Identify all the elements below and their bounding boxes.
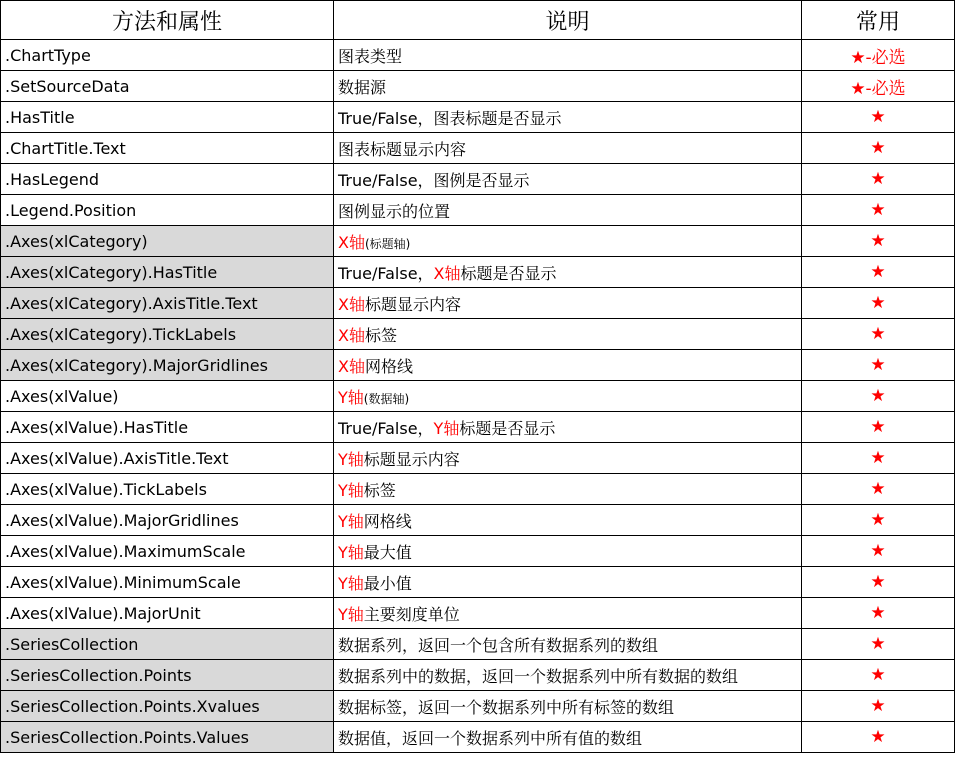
star-icon: ★ xyxy=(802,257,955,288)
table-row xyxy=(1,629,955,660)
star-icon: ★ xyxy=(802,567,955,598)
star-icon: ★ xyxy=(802,629,955,660)
description-text: 标题是否显示 xyxy=(459,418,556,438)
description-prefix: True/False， xyxy=(338,108,434,128)
axis-label: Y轴 xyxy=(433,418,460,438)
description-cell xyxy=(334,226,802,257)
method-cell: .HasTitle xyxy=(1,102,334,133)
axis-label: X轴 xyxy=(338,325,365,345)
axis-label: X轴 xyxy=(338,232,365,252)
axis-label: Y轴 xyxy=(338,449,364,469)
description-cell xyxy=(334,598,802,629)
description-cell xyxy=(334,71,802,102)
method-cell: .Axes(xlCategory).MajorGridlines xyxy=(1,350,334,381)
method-cell: .Axes(xlValue).MinimumScale xyxy=(1,567,334,598)
star-icon: ★ xyxy=(802,164,955,195)
table-row xyxy=(1,412,955,443)
axis-label: X轴 xyxy=(338,356,365,376)
table-row xyxy=(1,443,955,474)
header-row xyxy=(1,1,955,40)
method-cell: .Axes(xlValue).TickLabels xyxy=(1,474,334,505)
description-text: 图表类型 xyxy=(338,46,403,66)
method-cell: .Axes(xlValue).AxisTitle.Text xyxy=(1,443,334,474)
star-icon: ★ xyxy=(802,505,955,536)
star-icon: ★ xyxy=(802,133,955,164)
star-icon: ★ xyxy=(802,412,955,443)
method-cell: .Axes(xlCategory).AxisTitle.Text xyxy=(1,288,334,319)
star-icon: ★ xyxy=(802,722,955,753)
description-text: 主要刻度单位 xyxy=(363,604,460,624)
star-icon: ★ xyxy=(802,691,955,722)
method-cell: .SeriesCollection.Points.Xvalues xyxy=(1,691,334,722)
axis-label: Y轴 xyxy=(338,542,364,562)
description-cell xyxy=(334,474,802,505)
star-icon: ★ xyxy=(802,536,955,567)
description-cell xyxy=(334,536,802,567)
star-icon: ★ xyxy=(802,381,955,412)
method-cell: .Axes(xlValue).MajorGridlines xyxy=(1,505,334,536)
table-row xyxy=(1,71,955,102)
header-method: 方法和属性 xyxy=(1,1,334,40)
star-icon: ★ xyxy=(802,319,955,350)
star-icon: ★ xyxy=(802,598,955,629)
axis-label: X轴 xyxy=(338,294,365,314)
description-cell xyxy=(334,629,802,660)
description-cell xyxy=(334,164,802,195)
table-row xyxy=(1,350,955,381)
axis-label: Y轴 xyxy=(338,511,364,531)
table-row xyxy=(1,567,955,598)
axis-label: Y轴 xyxy=(338,480,364,500)
description-cell xyxy=(334,195,802,226)
description-cell xyxy=(334,350,802,381)
description-cell xyxy=(334,288,802,319)
description-text: 图例显示的位置 xyxy=(338,201,451,221)
method-cell: .SeriesCollection.Points xyxy=(1,660,334,691)
method-cell: .Axes(xlValue).MaximumScale xyxy=(1,536,334,567)
axis-label: Y轴 xyxy=(338,387,364,407)
star-icon: ★ xyxy=(802,350,955,381)
method-cell: .SetSourceData xyxy=(1,71,334,102)
star-icon: ★ xyxy=(802,443,955,474)
method-cell: .Axes(xlCategory) xyxy=(1,226,334,257)
table-row xyxy=(1,164,955,195)
description-cell xyxy=(334,505,802,536)
description-cell xyxy=(334,660,802,691)
star-icon: ★-必选 xyxy=(802,40,955,71)
description-note: (标题轴) xyxy=(364,236,411,251)
star-icon: ★ xyxy=(802,660,955,691)
table-row xyxy=(1,660,955,691)
method-cell: .HasLegend xyxy=(1,164,334,195)
description-cell xyxy=(334,722,802,753)
axis-label: Y轴 xyxy=(338,604,364,624)
table-body xyxy=(1,40,955,753)
header-common: 常用 xyxy=(802,1,955,40)
description-cell xyxy=(334,412,802,443)
table-row xyxy=(1,474,955,505)
method-cell: .Legend.Position xyxy=(1,195,334,226)
description-text: 数据系列，返回一个包含所有数据系列的数组 xyxy=(338,635,659,655)
method-cell: .Axes(xlValue).MajorUnit xyxy=(1,598,334,629)
axis-label: Y轴 xyxy=(338,573,364,593)
description-text: 图表标题显示内容 xyxy=(338,139,467,159)
table-row xyxy=(1,257,955,288)
description-text: 最小值 xyxy=(363,573,412,593)
description-text: 数据系列中的数据，返回一个数据系列中所有数据的数组 xyxy=(338,666,739,686)
description-text: 网格线 xyxy=(363,511,412,531)
description-text: 标题显示内容 xyxy=(363,449,460,469)
star-icon: ★ xyxy=(802,195,955,226)
description-prefix: True/False， xyxy=(338,418,434,438)
star-icon: ★ xyxy=(802,474,955,505)
table-row xyxy=(1,40,955,71)
method-cell: .Axes(xlCategory).TickLabels xyxy=(1,319,334,350)
description-prefix: True/False， xyxy=(338,170,434,190)
table-row xyxy=(1,133,955,164)
description-text: 最大值 xyxy=(363,542,412,562)
description-cell xyxy=(334,381,802,412)
description-cell xyxy=(334,133,802,164)
description-text: 数据标签，返回一个数据系列中所有标签的数组 xyxy=(338,697,675,717)
description-text: 标题显示内容 xyxy=(364,294,461,314)
description-text: 网格线 xyxy=(364,356,413,376)
table-row xyxy=(1,288,955,319)
method-cell: .Axes(xlValue).HasTitle xyxy=(1,412,334,443)
method-cell: .Axes(xlValue) xyxy=(1,381,334,412)
table-row xyxy=(1,505,955,536)
table-row xyxy=(1,381,955,412)
table-row xyxy=(1,598,955,629)
table-row xyxy=(1,102,955,133)
description-text: 图表标题是否显示 xyxy=(433,108,562,128)
table-row xyxy=(1,226,955,257)
table-row xyxy=(1,195,955,226)
axis-label: X轴 xyxy=(433,263,461,283)
description-text: 标签 xyxy=(364,325,397,345)
description-cell xyxy=(334,567,802,598)
header-description: 说明 xyxy=(334,1,802,40)
method-cell: .ChartTitle.Text xyxy=(1,133,334,164)
table-row xyxy=(1,691,955,722)
star-icon: ★ xyxy=(802,226,955,257)
description-prefix: True/False， xyxy=(338,263,434,283)
description-text: 标题是否显示 xyxy=(460,263,557,283)
table-row xyxy=(1,722,955,753)
description-cell xyxy=(334,319,802,350)
description-cell xyxy=(334,691,802,722)
table-row xyxy=(1,319,955,350)
description-cell xyxy=(334,257,802,288)
method-cell: .SeriesCollection.Points.Values xyxy=(1,722,334,753)
description-cell xyxy=(334,40,802,71)
description-text: 标签 xyxy=(363,480,396,500)
description-text: 数据源 xyxy=(338,77,387,97)
description-cell xyxy=(334,102,802,133)
method-cell: .Axes(xlCategory).HasTitle xyxy=(1,257,334,288)
star-icon: ★ xyxy=(802,102,955,133)
method-cell: .SeriesCollection xyxy=(1,629,334,660)
table-row xyxy=(1,536,955,567)
description-text: 数据值，返回一个数据系列中所有值的数组 xyxy=(338,728,643,748)
star-icon: ★-必选 xyxy=(802,71,955,102)
star-icon: ★ xyxy=(802,288,955,319)
description-note: (数据轴) xyxy=(363,391,410,406)
description-text: 图例是否显示 xyxy=(433,170,530,190)
description-cell xyxy=(334,443,802,474)
method-cell: .ChartType xyxy=(1,40,334,71)
